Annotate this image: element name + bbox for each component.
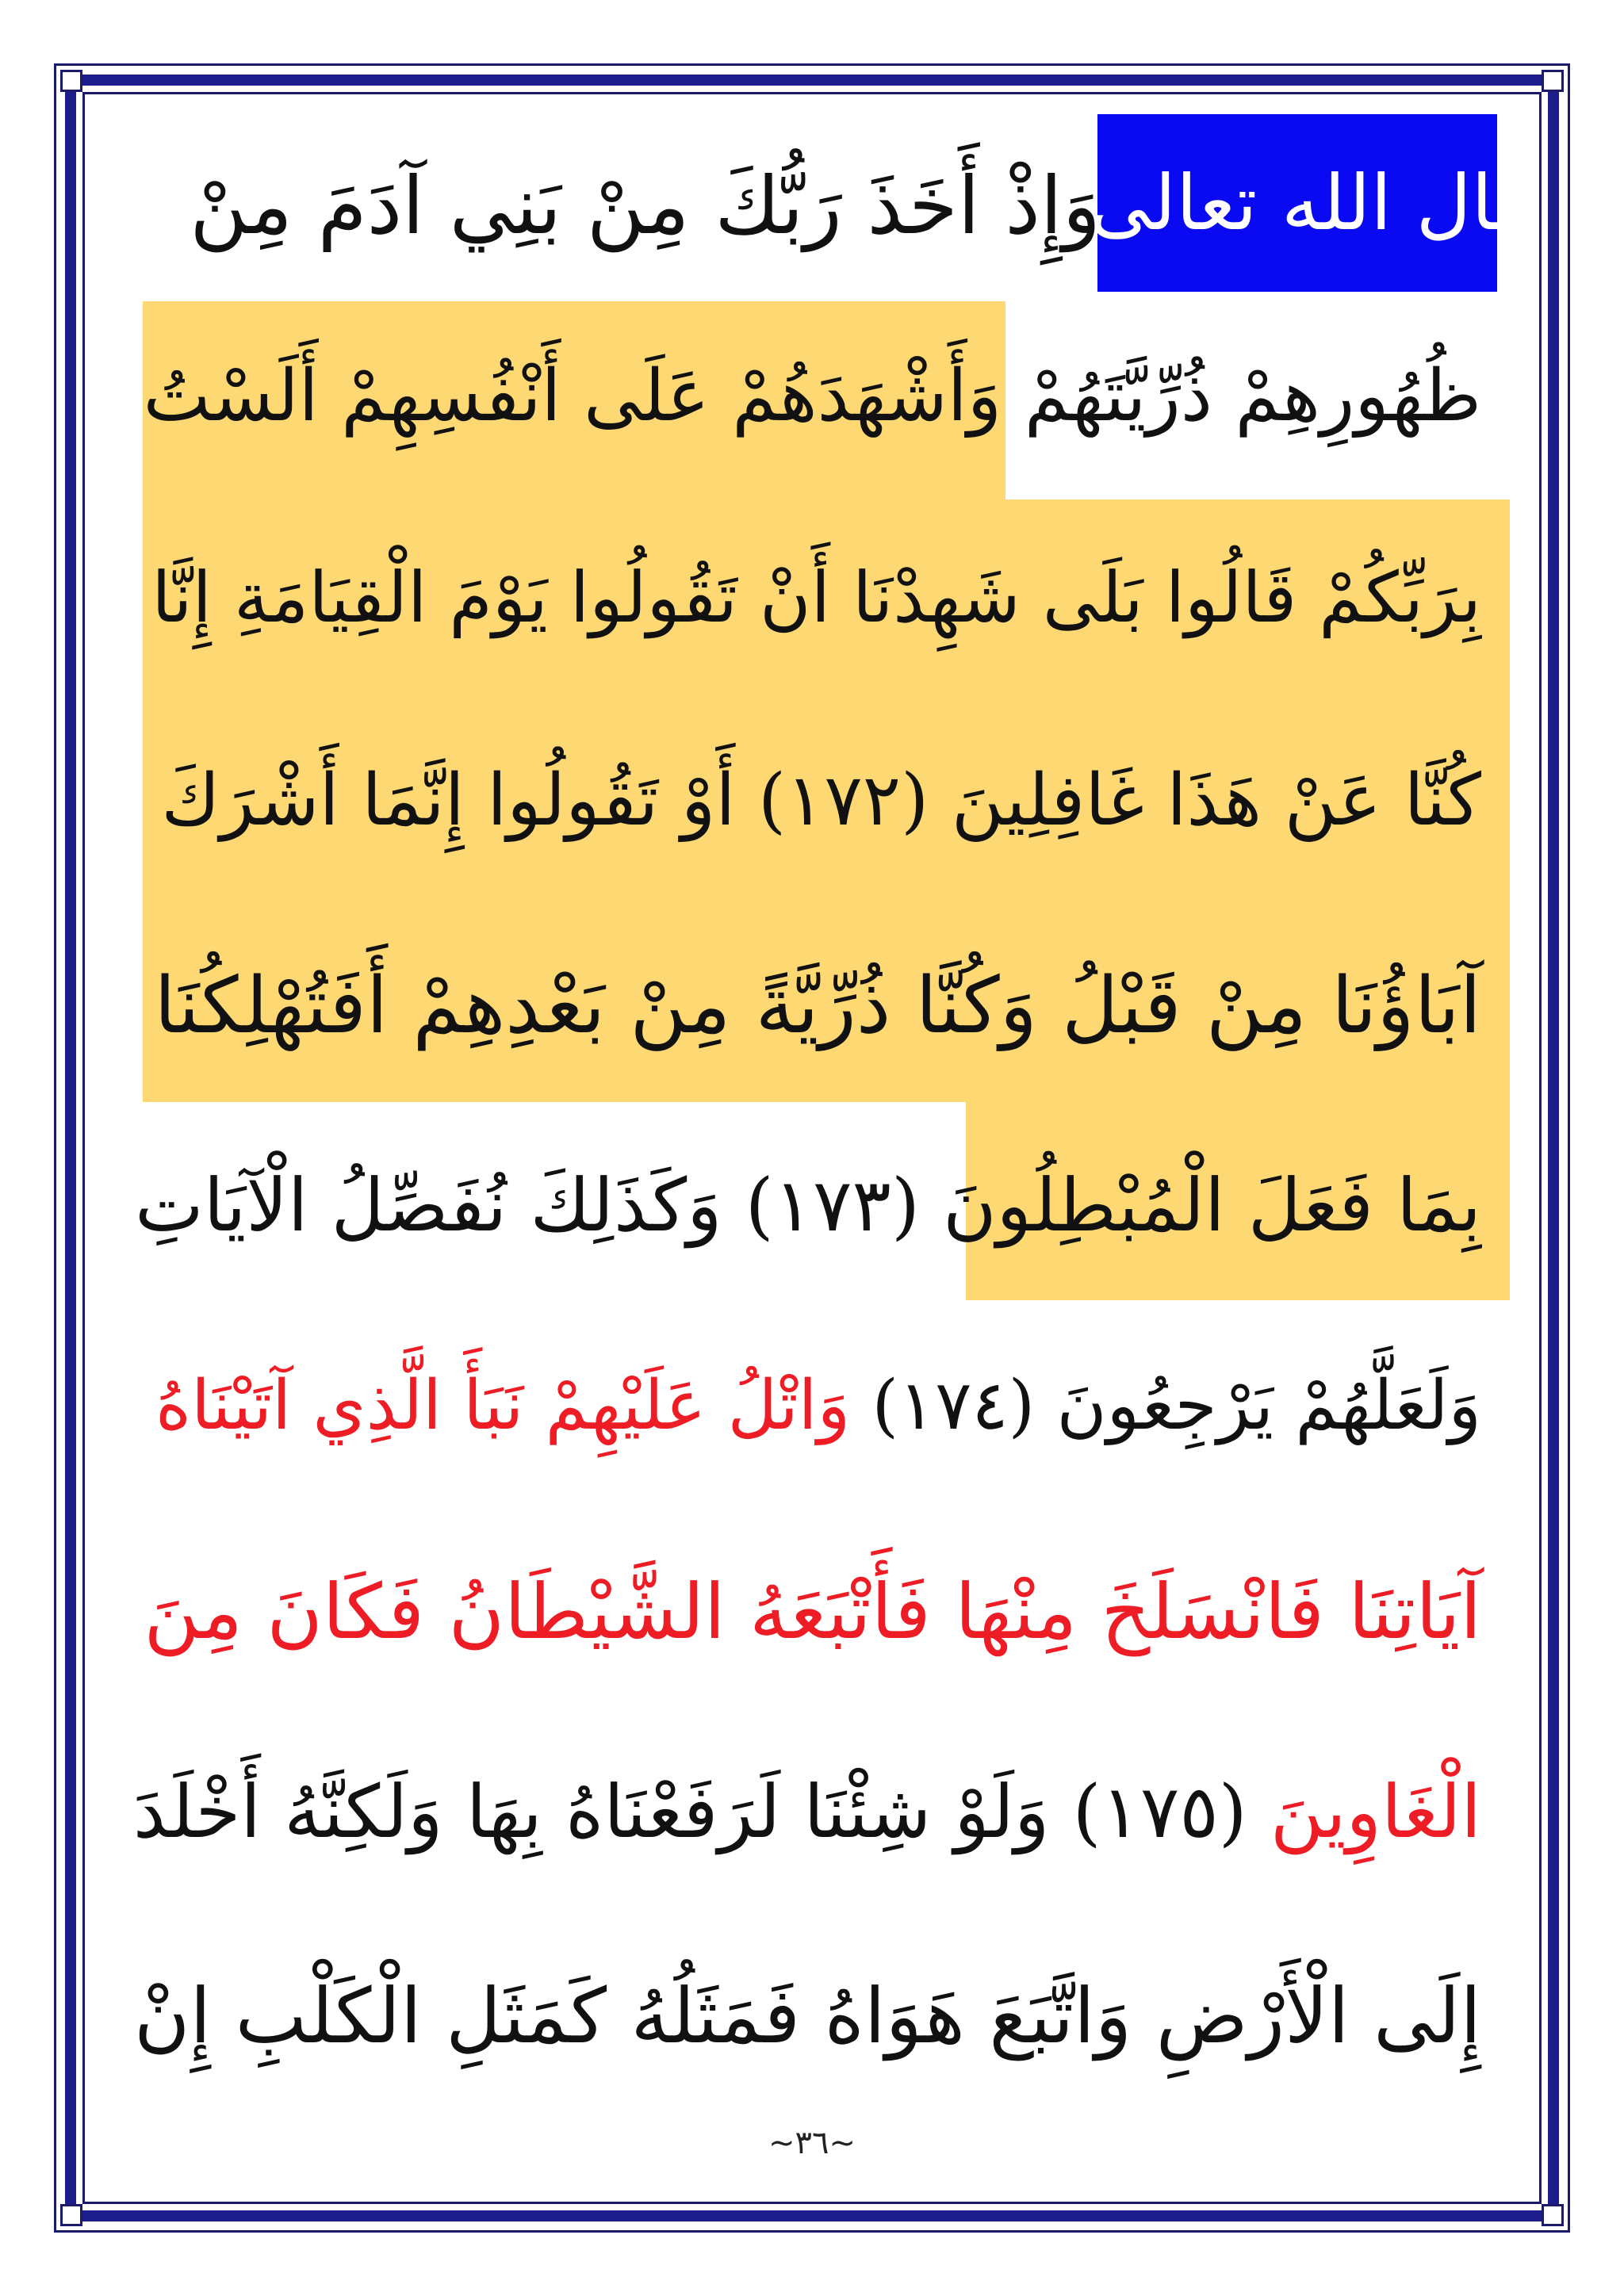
border-corner-ornament [1542, 2204, 1564, 2226]
heading-box [1063, 114, 1531, 292]
border-corner-ornament [60, 70, 82, 92]
border-corner-ornament [1542, 70, 1564, 92]
verse-line-7 [155, 1366, 1481, 1445]
verse-line-10 [133, 1972, 1481, 2061]
verse-line-9 [132, 1770, 1481, 1854]
verse-line-5 [154, 961, 1481, 1051]
verse-text: (١٧٥) وَلَوْ شِئْنَا لَرَفَعْنَاهُ بِهَا وَلَكِنَّهُ أَخْلَدَ [132, 1770, 1270, 1854]
border-corner-ornament [60, 2204, 82, 2226]
verse-text: وَلَعَلَّهُمْ يَرْجِعُونَ (١٧٤) [850, 1366, 1481, 1445]
verse-line-3 [151, 557, 1481, 638]
verse-text: بِرَبِّكُمْ قَالُوا بَلَى شَهِدْنَا أَنْ تَقُولُوا يَوْمَ الْقِيَامَةِ إِنَّا [151, 557, 1481, 638]
verse-text-red: آيَاتِنَا فَانْسَلَخَ مِنْهَا فَأَتْبَعَهُ الشَّيْطَانُ فَكَانَ مِنَ [144, 1567, 1481, 1656]
verse-text-red: وَاتْلُ عَلَيْهِمْ نَبَأَ الَّذِي آتَيْنَاهُ [155, 1366, 851, 1445]
verse-text: ظُهُورِهِمْ ذُرِّيَّتَهُمْ وَأَشْهَدَهُمْ عَلَى أَنْفُسِهِمْ أَلَسْتُ [143, 354, 1481, 438]
verse-text: كُنَّا عَنْ هَذَا غَافِلِينَ (١٧٢) أَوْ تَقُولُوا إِنَّمَا أَشْرَكَ [161, 759, 1481, 842]
heading-label: قال الله تعالى: [1063, 159, 1531, 247]
verse-text: آبَاؤُنَا مِنْ قَبْلُ وَكُنَّا ذُرِّيَّةً مِنْ بَعْدِهِمْ أَفَتُهْلِكُنَا [154, 961, 1481, 1051]
verse-line-8 [144, 1567, 1481, 1656]
verse-text-red: الْغَاوِينَ [1270, 1770, 1481, 1854]
verse-line-1 [190, 159, 1101, 252]
page-number: ~٣٦~ [768, 2125, 856, 2161]
verse-text: وَإِذْ أَخَذَ رَبُّكَ مِنْ بَنِي آدَمَ مِنْ [190, 159, 1101, 252]
verse-text: إِلَى الْأَرْضِ وَاتَّبَعَ هَوَاهُ فَمَثَلُهُ كَمَثَلِ الْكَلْبِ إِنْ [133, 1972, 1481, 2061]
verse-line-2 [143, 354, 1481, 438]
verse-line-6 [135, 1163, 1481, 1248]
verse-line-4 [161, 759, 1481, 842]
verse-text: بِمَا فَعَلَ الْمُبْطِلُونَ (١٧٣) وَكَذَلِكَ نُفَصِّلُ الْآيَاتِ [135, 1163, 1481, 1248]
